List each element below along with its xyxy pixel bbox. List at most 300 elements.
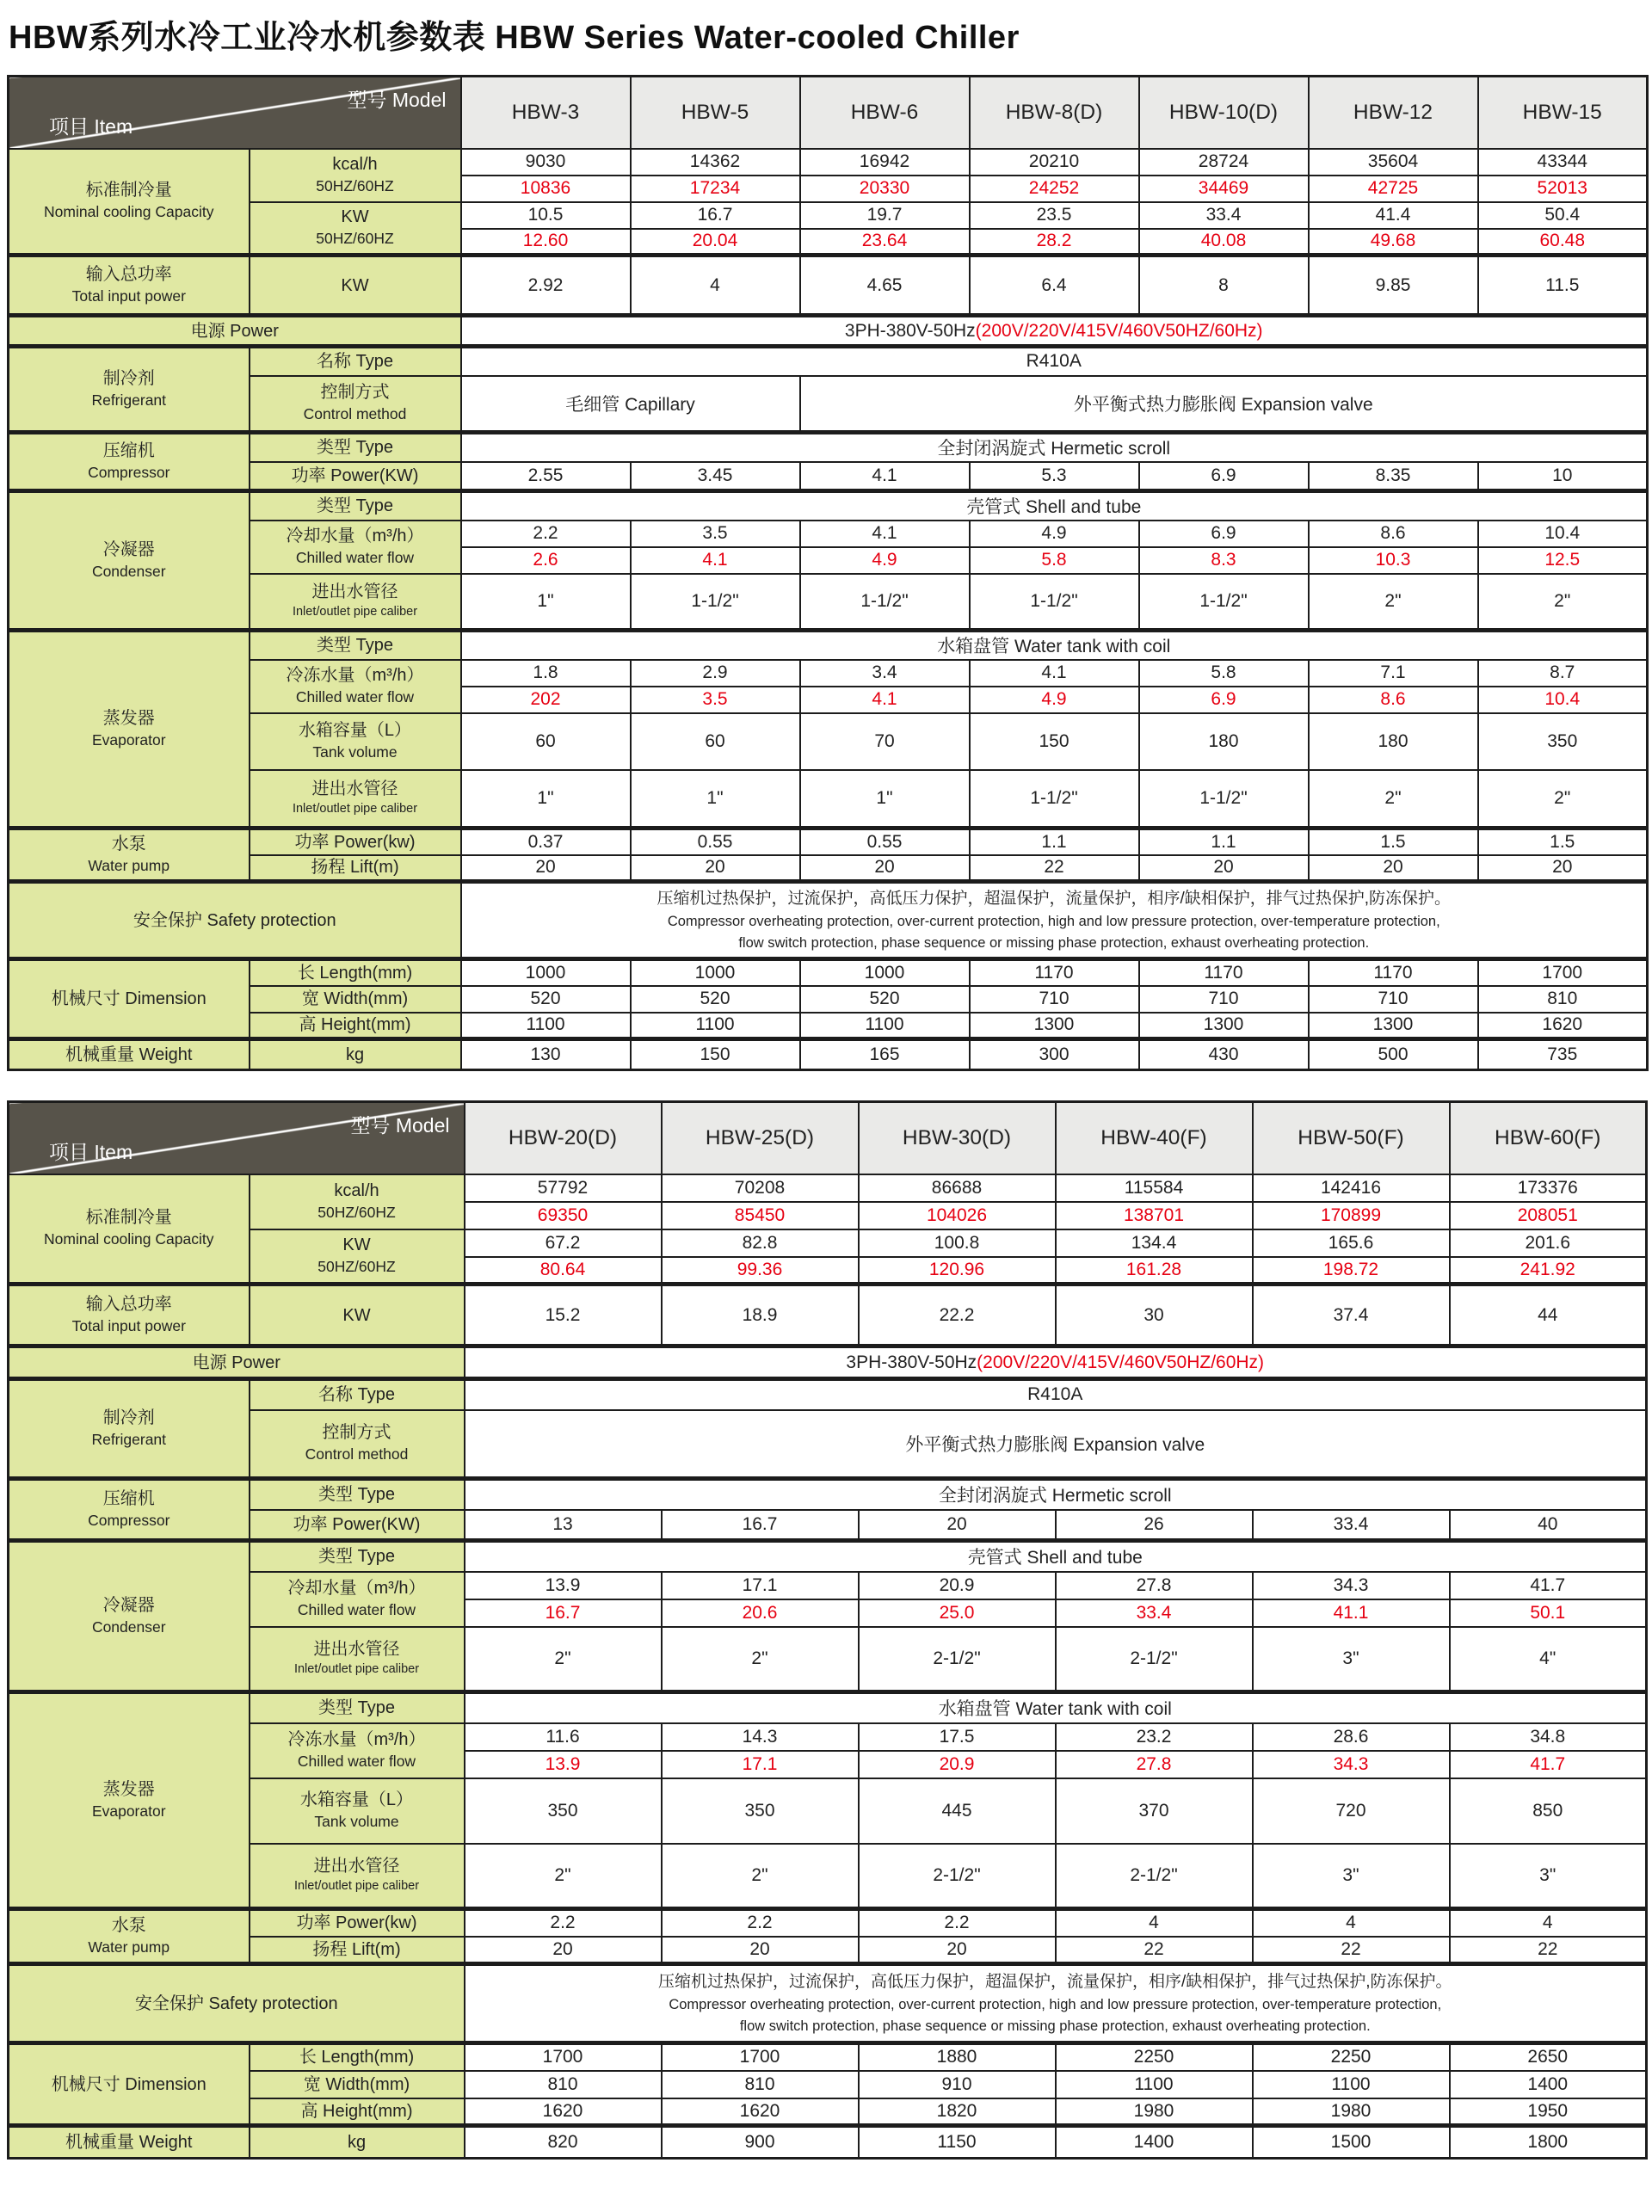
table-row	[9, 1013, 1648, 1039]
value-cell: 100.8	[859, 1229, 1056, 1257]
row-label	[250, 1410, 465, 1479]
value-cell-60hz: 20330	[800, 176, 970, 202]
text-line: 压缩机	[102, 1489, 155, 1509]
value-cell-60hz: 80.64	[465, 1257, 662, 1285]
value-cell: 11.6	[465, 1723, 662, 1751]
table-row	[9, 491, 1648, 521]
model-header: HBW-60(F)	[1450, 1102, 1647, 1174]
value-cell-60hz: 161.28	[1056, 1257, 1253, 1285]
value-cell: 67.2	[465, 1229, 662, 1257]
value-cell: 1.5	[1309, 829, 1478, 855]
table-row	[9, 521, 1648, 547]
value-cell: 1800	[1450, 2126, 1647, 2159]
value-cell: 1300	[1309, 1013, 1478, 1039]
row-label	[250, 521, 461, 574]
table-row	[9, 1346, 1647, 1379]
row-label: 类型 Type	[250, 1479, 465, 1510]
text-line: 压缩机	[102, 441, 155, 461]
value-cell: 50.4	[1478, 202, 1648, 229]
row-label: kg	[250, 1039, 461, 1070]
value-cell-60hz: 12.5	[1478, 547, 1648, 574]
value-cell: 70208	[662, 1174, 859, 1202]
value-cell: 8	[1139, 256, 1309, 316]
value-cell: 20	[662, 1937, 859, 1964]
value-cell: 13.9	[465, 1572, 662, 1599]
table-row	[9, 1909, 1647, 1937]
value-cell-60hz: 20.04	[631, 229, 800, 256]
table-row	[9, 770, 1648, 829]
text-line: 水泵	[111, 835, 146, 854]
row-label	[9, 347, 250, 433]
value-cell: 201.6	[1450, 1229, 1647, 1257]
text-line: Refrigerant	[91, 1431, 167, 1449]
row-label	[9, 433, 250, 491]
text-line: 50HZ/60HZ	[317, 1204, 396, 1222]
value-cell: 37.4	[1253, 1285, 1450, 1346]
table-row	[9, 855, 1648, 882]
value-cell: 142416	[1253, 1174, 1450, 1202]
text-line: Evaporator	[91, 1802, 166, 1821]
table-row	[9, 631, 1648, 660]
text-line: 制冷剂	[102, 369, 155, 389]
text-line: Nominal cooling Capacity	[44, 203, 214, 221]
row-label	[250, 1844, 465, 1909]
value-cell: 10	[1478, 462, 1648, 491]
value-cell: 350	[465, 1778, 662, 1844]
value-cell: 115584	[1056, 1174, 1253, 1202]
value-cell: 20	[800, 855, 970, 882]
table-row	[9, 1379, 1647, 1410]
value-cell: 22.2	[859, 1285, 1056, 1346]
value-cell-60hz: 99.36	[662, 1257, 859, 1285]
text-line: 蒸发器	[102, 1780, 155, 1800]
value-cell: 1980	[1253, 2098, 1450, 2126]
value-cell-60hz: 104026	[859, 1202, 1056, 1229]
value-cell: 1100	[800, 1013, 970, 1039]
value-cell: 2.2	[859, 1909, 1056, 1937]
row-label	[250, 1778, 465, 1844]
table-row	[9, 1692, 1647, 1723]
value-cell: 1-1/2"	[800, 574, 970, 631]
value-cell: 1150	[859, 2126, 1056, 2159]
value-cell: 27.8	[1056, 1572, 1253, 1599]
value-cell-60hz: 120.96	[859, 1257, 1056, 1285]
value-cell: 2250	[1056, 2043, 1253, 2071]
text-line: Compressor	[88, 464, 170, 482]
text-line: Water pump	[88, 857, 170, 875]
value-cell: 23.2	[1056, 1723, 1253, 1751]
value-cell: 1980	[1056, 2098, 1253, 2126]
value-cell: 134.4	[1056, 1229, 1253, 1257]
table-row	[9, 1937, 1647, 1964]
model-header: HBW-5	[631, 77, 800, 149]
value-cell: 370	[1056, 1778, 1253, 1844]
value-cell: 22	[1056, 1937, 1253, 1964]
row-label: 类型 Type	[250, 433, 461, 462]
value-cell: 17.5	[859, 1723, 1056, 1751]
text-line: 制冷剂	[102, 1408, 155, 1428]
spec-table-1	[7, 75, 1649, 1071]
row-label: 长 Length(mm)	[250, 2043, 465, 2071]
value-cell: 14.3	[662, 1723, 859, 1751]
model-header: HBW-8(D)	[970, 77, 1139, 149]
model-header: HBW-3	[461, 77, 631, 149]
value-cell: 1820	[859, 2098, 1056, 2126]
value-cell: 2-1/2"	[859, 1844, 1056, 1909]
value-cell: 810	[662, 2071, 859, 2098]
value-cell-60hz: 241.92	[1450, 1257, 1647, 1285]
value-cell: 4	[1253, 1909, 1450, 1937]
merged-value-cell: 壳管式 Shell and tube	[461, 491, 1648, 521]
value-cell: 3.5	[631, 521, 800, 547]
text-line: Compressor	[88, 1512, 170, 1530]
merged-value-cell: 壳管式 Shell and tube	[465, 1541, 1647, 1572]
text-line: Inlet/outlet pipe caliber	[292, 802, 418, 816]
value-cell: 3"	[1253, 1627, 1450, 1692]
value-cell: 20.9	[859, 1572, 1056, 1599]
row-label	[9, 1479, 250, 1541]
row-label: 长 Length(mm)	[250, 959, 461, 986]
text-line: Chilled water flow	[297, 1601, 416, 1619]
row-label	[250, 660, 461, 713]
table-row	[9, 2098, 1647, 2126]
value-cell: 350	[662, 1778, 859, 1844]
table-row	[9, 1627, 1647, 1692]
text-line: 输入总功率	[85, 265, 172, 285]
value-cell: 86688	[859, 1174, 1056, 1202]
merged-value-cell: 全封闭涡旋式 Hermetic scroll	[461, 433, 1648, 462]
value-cell: 1000	[631, 959, 800, 986]
value-cell: 1620	[662, 2098, 859, 2126]
value-cell: 1"	[461, 574, 631, 631]
power-spec-main: 3PH-380V-50Hz	[844, 320, 976, 341]
spec-table-2	[7, 1100, 1648, 2160]
row-label: KW	[250, 256, 461, 316]
value-cell-60hz: 50.1	[1450, 1599, 1647, 1627]
value-cell-60hz: 202	[461, 687, 631, 713]
value-cell: 4.1	[800, 521, 970, 547]
table-row	[9, 1572, 1647, 1599]
text-line: Chilled water flow	[295, 549, 415, 567]
value-cell: 1-1/2"	[631, 574, 800, 631]
row-label: 宽 Width(mm)	[250, 2071, 465, 2098]
row-label	[250, 770, 461, 829]
value-cell-60hz: 24252	[970, 176, 1139, 202]
value-cell: 2"	[662, 1844, 859, 1909]
value-cell: 0.55	[800, 829, 970, 855]
value-cell-60hz: 28.2	[970, 229, 1139, 256]
value-cell: 180	[1309, 713, 1478, 770]
merged-value-cell: 外平衡式热力膨胀阀 Expansion valve	[800, 376, 1648, 433]
value-cell-60hz: 16.7	[465, 1599, 662, 1627]
value-cell: 900	[662, 2126, 859, 2159]
text-line: 50HZ/60HZ	[316, 177, 394, 195]
value-cell: 4.1	[970, 660, 1139, 687]
value-cell-60hz: 4.9	[800, 547, 970, 574]
table-row	[9, 1541, 1647, 1572]
value-cell-60hz: 4.1	[631, 547, 800, 574]
value-cell: 2.2	[662, 1909, 859, 1937]
model-header: HBW-6	[800, 77, 970, 149]
value-cell-60hz: 138701	[1056, 1202, 1253, 1229]
text-line: kcal/h	[334, 1181, 379, 1201]
text-line: 控制方式	[320, 383, 390, 403]
row-label	[9, 829, 250, 882]
value-cell: 26	[1056, 1510, 1253, 1541]
value-cell: 4.9	[970, 521, 1139, 547]
text-line: Tank volume	[314, 1813, 399, 1831]
row-label	[250, 1229, 465, 1285]
value-cell: 20	[1309, 855, 1478, 882]
corner-model-label: 型号 Model	[350, 1114, 450, 1137]
value-cell: 16942	[800, 149, 970, 176]
table-row	[9, 1285, 1647, 1346]
value-cell: 7.1	[1309, 660, 1478, 687]
value-cell: 173376	[1450, 1174, 1647, 1202]
value-cell: 1.8	[461, 660, 631, 687]
text-line: Chilled water flow	[295, 688, 415, 706]
text-line: 控制方式	[322, 1423, 391, 1443]
merged-value-cell: R410A	[461, 347, 1648, 376]
table-row	[9, 2126, 1647, 2159]
value-cell-60hz: 208051	[1450, 1202, 1647, 1229]
value-cell: 520	[461, 986, 631, 1013]
value-cell: 1.5	[1478, 829, 1648, 855]
model-header: HBW-25(D)	[662, 1102, 859, 1174]
text-line: 压缩机过热保护，过流保护，高低压力保护，超温保护，流量保护，相序/缺相保护，排气过热保护,防冻保护。	[656, 889, 1452, 908]
value-cell: 2"	[662, 1627, 859, 1692]
value-cell-60hz: 20.6	[662, 1599, 859, 1627]
model-header: HBW-10(D)	[1139, 77, 1309, 149]
value-cell: 15.2	[465, 1285, 662, 1346]
value-cell-60hz: 10.4	[1478, 687, 1648, 713]
text-line: KW	[342, 1235, 371, 1255]
value-cell-60hz: 13.9	[465, 1751, 662, 1778]
value-cell: 810	[465, 2071, 662, 2098]
value-cell: 1100	[631, 1013, 800, 1039]
value-cell: 430	[1139, 1039, 1309, 1070]
value-cell-60hz: 17.1	[662, 1751, 859, 1778]
merged-value-cell: 毛细管 Capillary	[461, 376, 800, 433]
table-row	[9, 1964, 1647, 2043]
row-label: 高 Height(mm)	[250, 2098, 465, 2126]
table-row	[9, 713, 1648, 770]
value-cell: 44	[1450, 1285, 1647, 1346]
table-row	[9, 829, 1648, 855]
table-row	[9, 1723, 1647, 1751]
text-line: 进出水管径	[311, 582, 398, 602]
row-label	[250, 202, 461, 256]
value-cell: 20	[1478, 855, 1648, 882]
text-line: Condenser	[91, 563, 166, 581]
row-label	[9, 1285, 250, 1346]
table-row	[9, 2043, 1647, 2071]
value-cell: 300	[970, 1039, 1139, 1070]
value-cell: 2250	[1253, 2043, 1450, 2071]
row-label: 类型 Type	[250, 1692, 465, 1723]
text-line: 冷却水量（m³/h）	[287, 1579, 426, 1599]
table-row	[9, 1174, 1647, 1202]
value-cell: 1-1/2"	[970, 770, 1139, 829]
value-cell: 500	[1309, 1039, 1478, 1070]
value-cell: 520	[631, 986, 800, 1013]
value-cell: 1700	[662, 2043, 859, 2071]
text-line: 输入总功率	[85, 1295, 172, 1315]
row-label	[9, 1909, 250, 1964]
value-cell: 1"	[800, 770, 970, 829]
text-line: 50HZ/60HZ	[316, 230, 394, 248]
value-cell-60hz: 17234	[631, 176, 800, 202]
value-cell: 1100	[1056, 2071, 1253, 2098]
row-label	[9, 631, 250, 829]
value-cell: 20	[461, 855, 631, 882]
corner-cell	[9, 1102, 465, 1174]
text-line: Compressor overheating protection, over-current protection, high and low pressure protection, over-temperature protection,	[669, 1997, 1442, 2012]
safety-protection-cell	[465, 1964, 1647, 2043]
text-line: 冷冻水量（m³/h）	[287, 1730, 426, 1750]
table-row	[9, 1778, 1647, 1844]
value-cell: 2-1/2"	[1056, 1844, 1253, 1909]
value-cell: 22	[1450, 1937, 1647, 1964]
row-label: 安全保护 Safety protection	[9, 882, 461, 959]
value-cell: 1880	[859, 2043, 1056, 2071]
row-label	[9, 1174, 250, 1285]
row-label: 功率 Power(KW)	[250, 462, 461, 491]
value-cell: 3.4	[800, 660, 970, 687]
value-cell: 28724	[1139, 149, 1309, 176]
value-cell: 6.4	[970, 256, 1139, 316]
model-header-row	[9, 1102, 1647, 1174]
row-label: 名称 Type	[250, 1379, 465, 1410]
value-cell: 150	[970, 713, 1139, 770]
table-row	[9, 1410, 1647, 1479]
value-cell-60hz: 12.60	[461, 229, 631, 256]
value-cell: 2"	[465, 1627, 662, 1692]
power-voltage-options: (200V/220V/415V/460V50HZ/60Hz)	[977, 1352, 1265, 1372]
page-title: HBW系列水冷工业冷水机参数表 HBW Series Water-cooled Chiller	[9, 20, 1020, 56]
value-cell: 33.4	[1253, 1510, 1450, 1541]
row-label: 功率 Power(KW)	[250, 1510, 465, 1541]
value-cell-60hz: 3.5	[631, 687, 800, 713]
value-cell: 60	[461, 713, 631, 770]
model-header-row	[9, 77, 1648, 149]
text-line: Water pump	[88, 1938, 170, 1956]
corner-cell	[9, 77, 461, 149]
model-header: HBW-15	[1478, 77, 1648, 149]
table-row	[9, 1510, 1647, 1541]
table-row	[9, 202, 1648, 229]
value-cell: 28.6	[1253, 1723, 1450, 1751]
value-cell-60hz: 40.08	[1139, 229, 1309, 256]
value-cell: 20	[465, 1937, 662, 1964]
value-cell-60hz: 34.3	[1253, 1751, 1450, 1778]
value-cell: 1100	[1253, 2071, 1450, 2098]
text-line: 水泵	[111, 1916, 146, 1936]
value-cell: 2.55	[461, 462, 631, 491]
text-line: 进出水管径	[311, 779, 398, 799]
text-line: 冷凝器	[102, 540, 155, 560]
table-row	[9, 376, 1648, 433]
value-cell-60hz: 4.1	[800, 687, 970, 713]
model-header: HBW-50(F)	[1253, 1102, 1450, 1174]
text-line: 50HZ/60HZ	[317, 1258, 396, 1276]
value-cell: 1.1	[970, 829, 1139, 855]
text-line: 水箱容量（L）	[298, 721, 412, 741]
value-cell: 2.2	[461, 521, 631, 547]
row-label: KW	[250, 1285, 465, 1346]
value-cell: 3"	[1450, 1844, 1647, 1909]
value-cell: 850	[1450, 1778, 1647, 1844]
value-cell: 3.45	[631, 462, 800, 491]
value-cell: 1620	[465, 2098, 662, 2126]
row-label: 机械重量 Weight	[9, 1039, 250, 1070]
text-line: flow switch protection, phase sequence or missing phase protection, exhaust overheating protection.	[739, 2018, 1371, 2034]
merged-value-cell: 外平衡式热力膨胀阀 Expansion valve	[465, 1410, 1647, 1479]
value-cell-60hz: 4.9	[970, 687, 1139, 713]
value-cell: 4"	[1450, 1627, 1647, 1692]
value-cell: 735	[1478, 1039, 1648, 1070]
value-cell: 1.1	[1139, 829, 1309, 855]
value-cell: 16.7	[631, 202, 800, 229]
text-line: Inlet/outlet pipe caliber	[293, 1662, 420, 1677]
table-row	[9, 959, 1648, 986]
value-cell: 2"	[1478, 574, 1648, 631]
value-cell: 1"	[461, 770, 631, 829]
value-cell: 22	[970, 855, 1139, 882]
text-line: Condenser	[91, 1618, 166, 1636]
value-cell: 2"	[465, 1844, 662, 1909]
corner-model-label: 型号 Model	[347, 89, 447, 111]
power-spec-cell	[465, 1346, 1647, 1379]
value-cell: 1"	[631, 770, 800, 829]
value-cell: 60	[631, 713, 800, 770]
row-label: 机械尺寸 Dimension	[9, 2043, 250, 2126]
value-cell: 710	[1309, 986, 1478, 1013]
row-label	[250, 574, 461, 631]
value-cell-60hz: 52013	[1478, 176, 1648, 202]
table-row	[9, 347, 1648, 376]
value-cell: 0.37	[461, 829, 631, 855]
row-label: 高 Height(mm)	[250, 1013, 461, 1039]
value-cell: 2.9	[631, 660, 800, 687]
text-line: Chilled water flow	[297, 1753, 416, 1771]
model-header: HBW-12	[1309, 77, 1478, 149]
table-row	[9, 462, 1648, 491]
merged-value-cell: R410A	[465, 1379, 1647, 1410]
value-cell: 4	[1450, 1909, 1647, 1937]
text-line: 冷凝器	[102, 1596, 155, 1616]
text-line: KW	[341, 207, 369, 227]
text-line: Compressor overheating protection, over-current protection, high and low pressure protection, over-temperature protection,	[667, 914, 1440, 929]
value-cell: 4.1	[800, 462, 970, 491]
table-row	[9, 1229, 1647, 1257]
value-cell: 4	[631, 256, 800, 316]
value-cell-60hz: 33.4	[1056, 1599, 1253, 1627]
value-cell-60hz: 2.6	[461, 547, 631, 574]
text-line: 进出水管径	[313, 1640, 400, 1660]
text-line: 压缩机过热保护，过流保护，高低压力保护，超温保护，流量保护，相序/缺相保护，排气过热保护,防冻保护。	[657, 1972, 1452, 1991]
table-row	[9, 1844, 1647, 1909]
value-cell: 43344	[1478, 149, 1648, 176]
value-cell: 820	[465, 2126, 662, 2159]
value-cell: 22	[1253, 1937, 1450, 1964]
text-line: Evaporator	[91, 731, 166, 749]
table-row	[9, 2071, 1647, 2098]
value-cell: 130	[461, 1039, 631, 1070]
row-label: 类型 Type	[250, 1541, 465, 1572]
value-cell: 1100	[461, 1013, 631, 1039]
merged-value-cell: 水箱盘管 Water tank with coil	[465, 1692, 1647, 1723]
